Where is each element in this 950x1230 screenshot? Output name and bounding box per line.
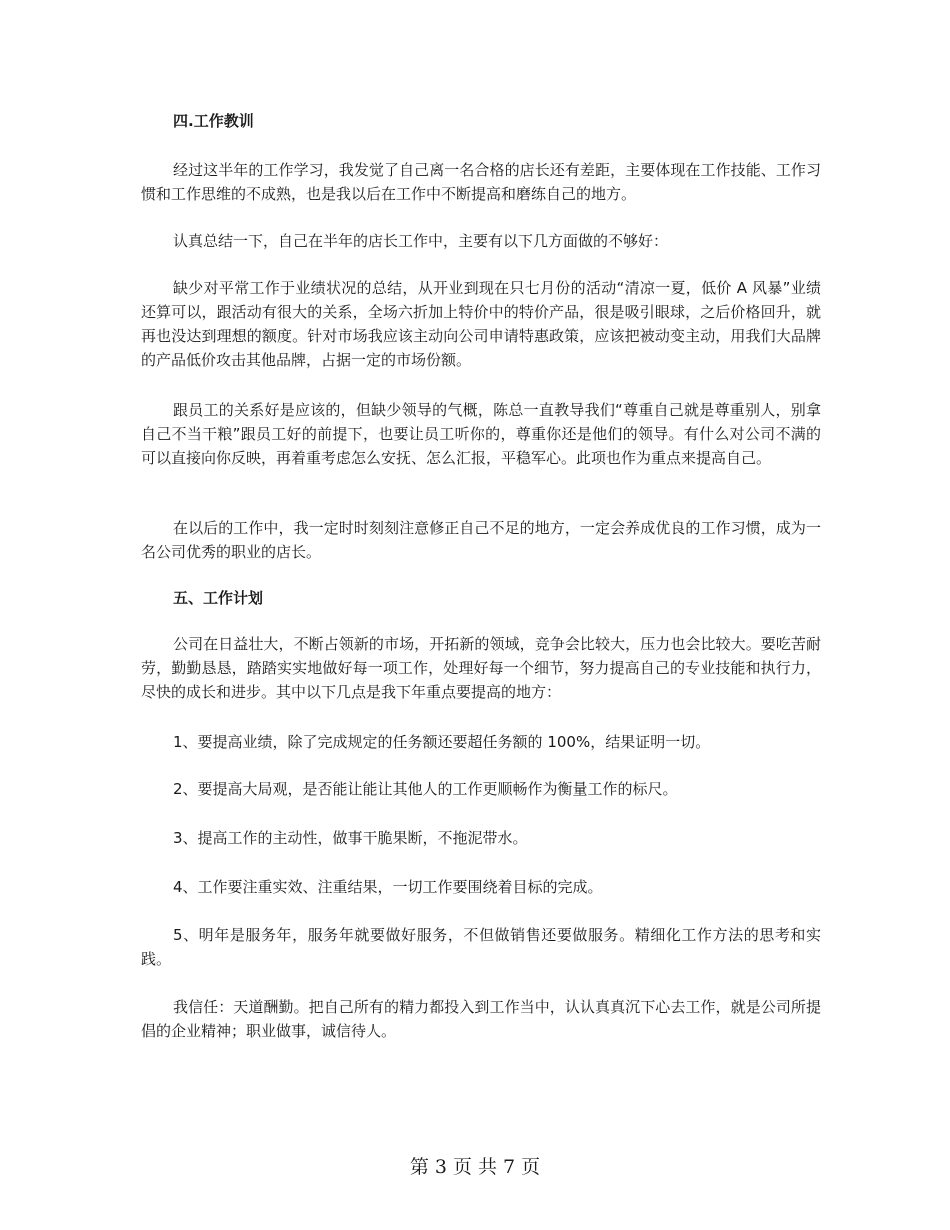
paragraph: 我信任：天道酬勤。把自己所有的精力都投入到工作当中，认认真真沉下心去工作，就是公司所提倡的企业精神；职业做事，诚信待人。 [141, 998, 821, 1040]
section-heading-plan: 五、工作计划 [173, 589, 264, 607]
list-item: 2、要提高大局观，是否能让能让其他人的工作更顺畅作为衡量工作的标尺。 [173, 780, 678, 798]
page-number-footer: 第 3 页 共 7 页 [409, 1156, 541, 1178]
section-heading-lessons: 四.工作教训 [173, 112, 254, 130]
paragraph: 跟员工的关系好是应该的，但缺少领导的气概，陈总一直教导我们“尊重自己就是尊重别人，别拿自己不当干粮”跟员工好的前提下，也要让员工听你的，尊重你还是他们的领导。有什么对公司不满的可以直接向你反映，再着重考虑怎么安抚、怎么汇报，平稳军心。此项也作为重点来提高自己。 [141, 401, 821, 467]
list-item: 5、明年是服务年，服务年就要做好服务，不但做销售还要做服务。精细化工作方法的思考和实践。 [141, 926, 821, 968]
list-item: 1、要提高业绩，除了完成规定的任务额还要超任务额的 100%，结果证明一切。 [173, 733, 711, 751]
paragraph: 经过这半年的工作学习，我发觉了自己离一名合格的店长还有差距，主要体现在工作技能、工作习惯和工作思维的不成熟，也是我以后在工作中不断提高和磨练自己的地方。 [141, 161, 821, 203]
paragraph: 公司在日益壮大，不断占领新的市场，开拓新的领域，竞争会比较大，压力也会比较大。要吃苦耐劳，勤勤恳恳，踏踏实实地做好每一项工作，处理好每一个细节，努力提高自己的专业技能和执行力，尽快的成长和进步。其中以下几点是我下年重点要提高的地方： [141, 635, 821, 701]
paragraph: 缺少对平常工作于业绩状况的总结，从开业到现在只七月份的活动“清凉一夏，低价 A 风暴”业绩还算可以，跟活动有很大的关系，全场六折加上特价中的特价产品，很是吸引眼球，之后价格回升，就再也没达到理想的额度。针对市场我应该主动向公司申请特惠政策，应该把被动变主动，用我们大品牌的产品低价攻击其他品牌，占据一定的市场份额。 [141, 279, 821, 369]
paragraph: 认真总结一下，自己在半年的店长工作中，主要有以下几方面做的不够好： [173, 232, 669, 250]
list-item: 3、提高工作的主动性，做事干脆果断，不拖泥带水。 [173, 829, 528, 847]
paragraph: 在以后的工作中，我一定时时刻刻注意修正自己不足的地方，一定会养成优良的工作习惯，成为一名公司优秀的职业的店长。 [141, 519, 821, 561]
list-item: 4、工作要注重实效、注重结果，一切工作要围绕着目标的完成。 [173, 878, 603, 896]
